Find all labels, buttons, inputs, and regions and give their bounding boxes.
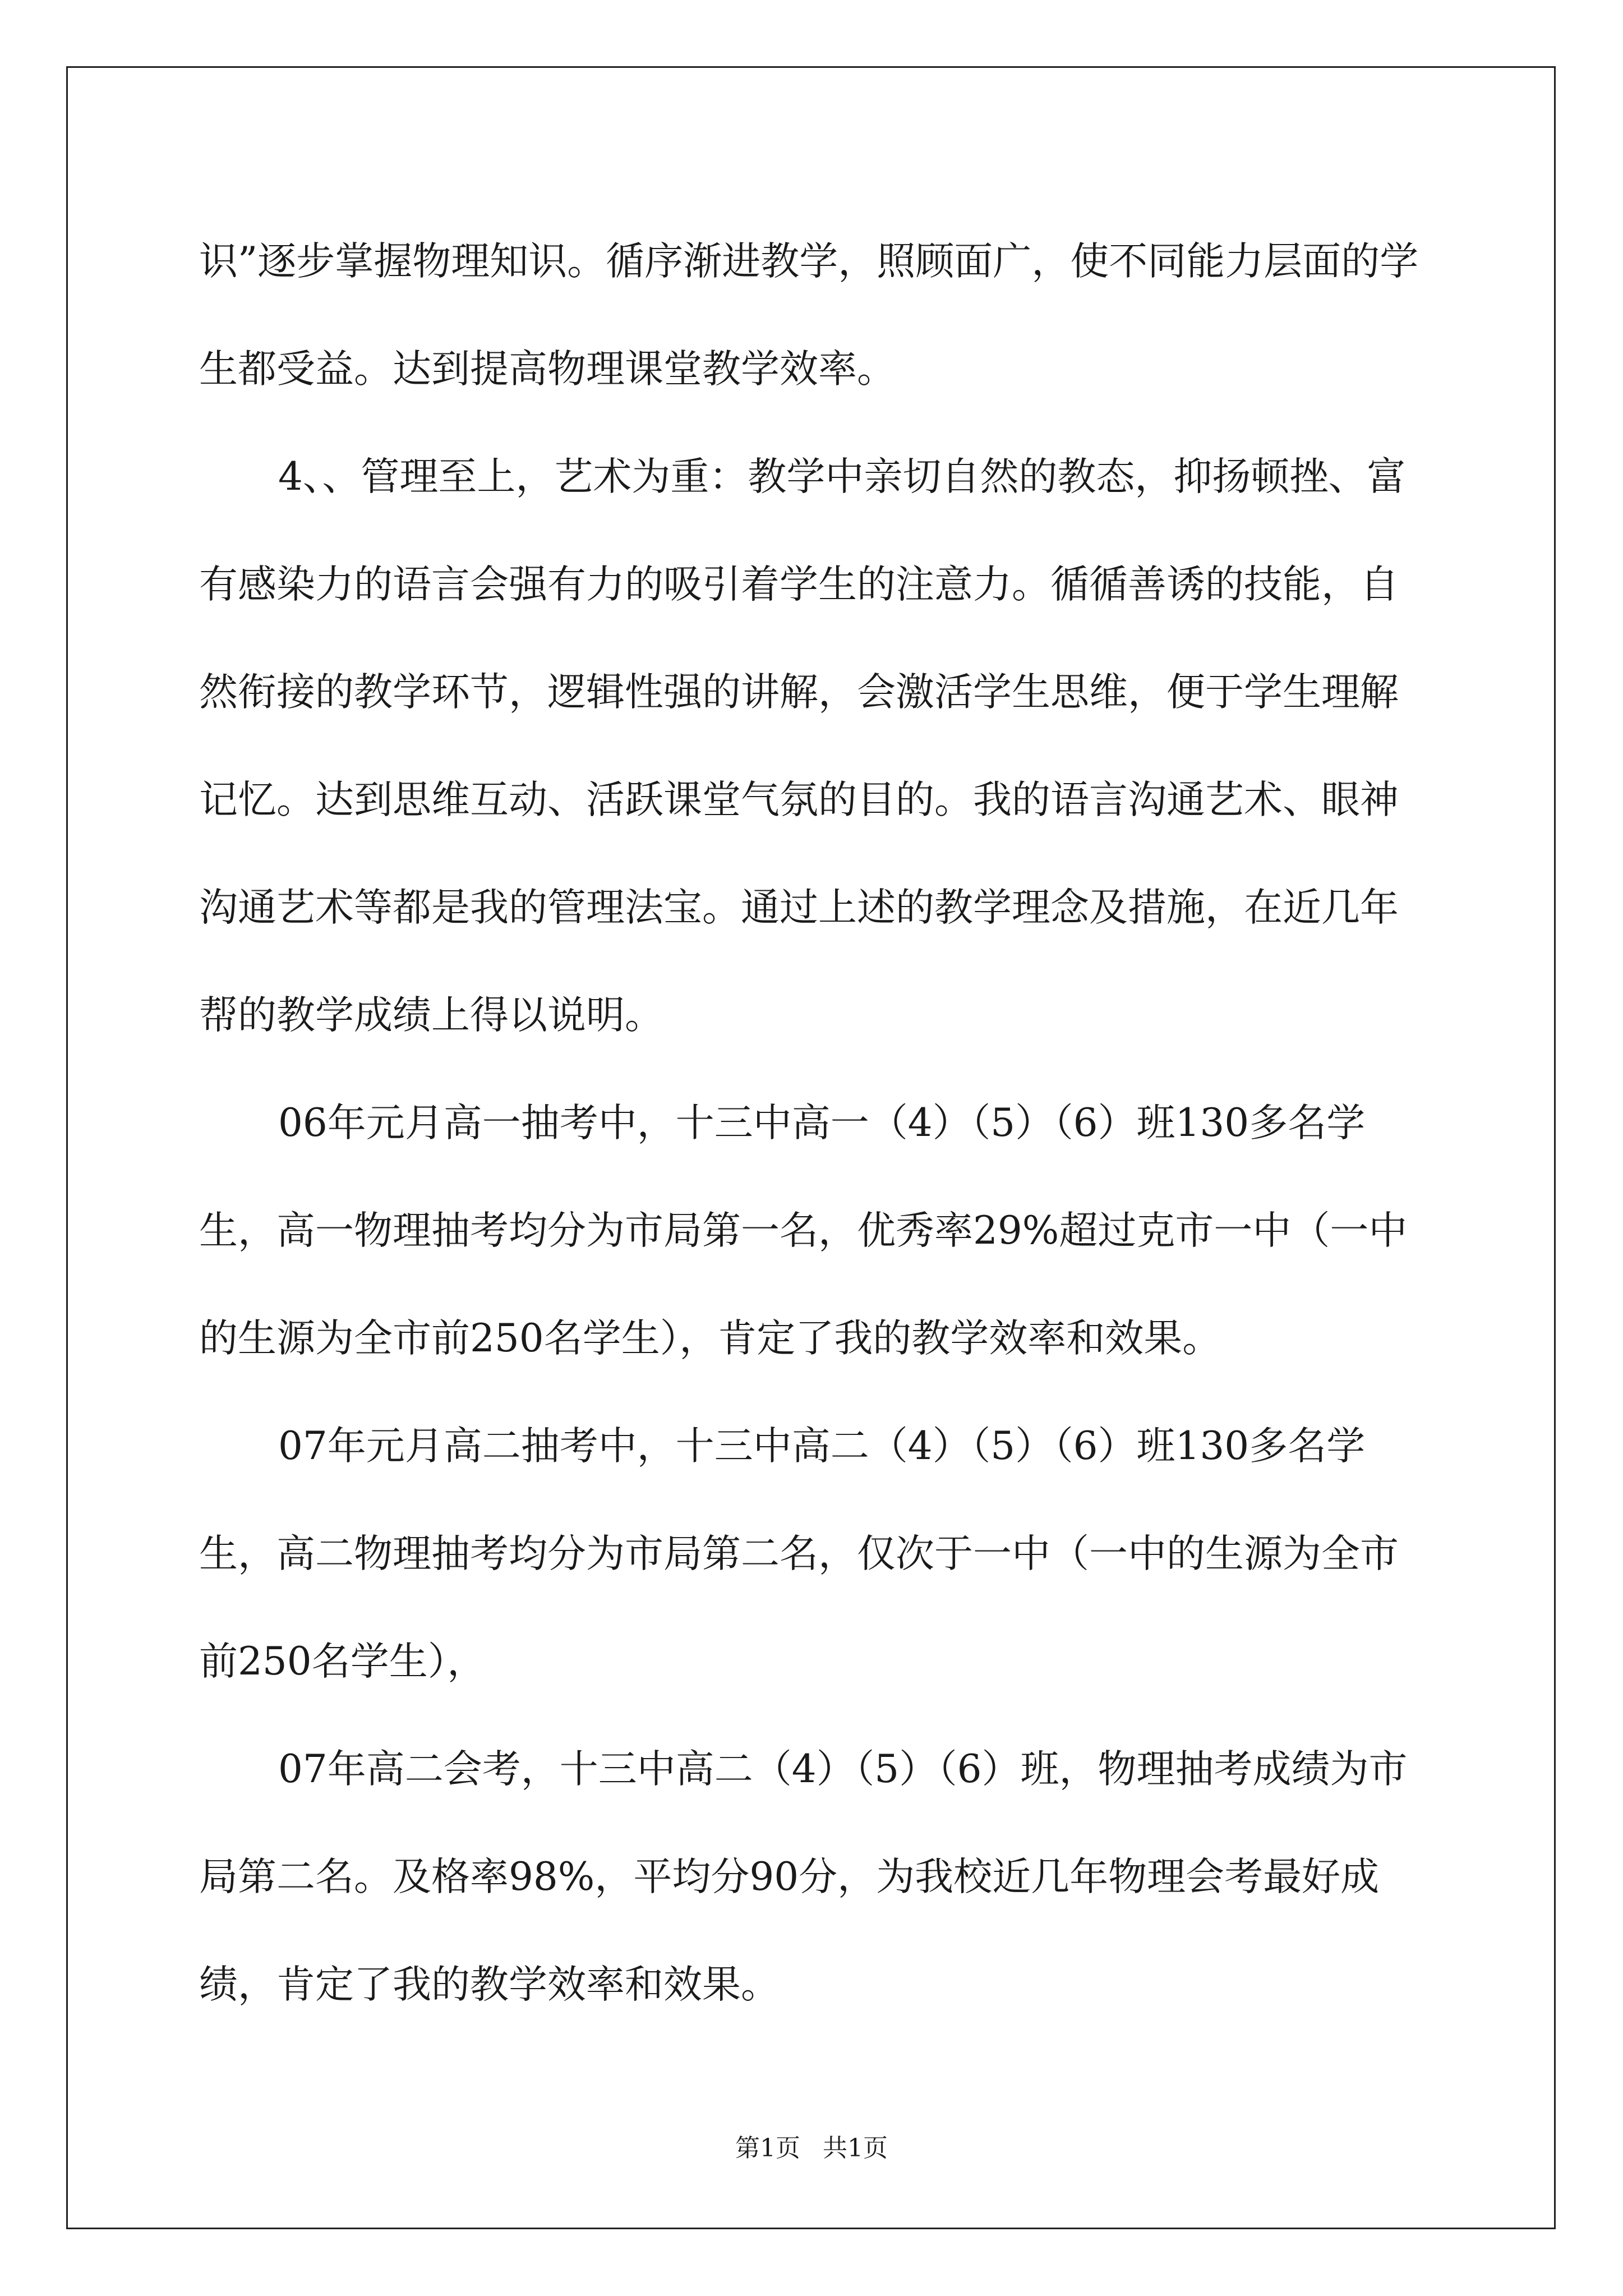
page-total: 共1页 <box>823 2134 888 2162</box>
paragraph-3: 06年元月高一抽考中，十三中高一（4）（5）（6）班130多名学生，高一物理抽考均分为市局第一名，优秀率29%超过克市一中（一中的生源为全市前250名学生），肯定了我的教学效率和效果。 <box>199 1101 1408 1361</box>
page-footer <box>0 2132 1623 2165</box>
page-number: 第1页 <box>735 2134 800 2162</box>
paragraph-1: 识”逐步掌握物理知识。循序渐进教学，照顾面广，使不同能力层面的学生都受益。达到提高物理课堂教学效率。 <box>199 239 1419 392</box>
document-body <box>199 208 1433 2039</box>
paragraph-4: 07年元月高二抽考中，十三中高二（4）（5）（6）班130多名学生，高二物理抽考均分为市局第二名，仅次于一中（一中的生源为全市前250名学生）， <box>199 1424 1399 1684</box>
paragraph-5: 07年高二会考，十三中高二（4）（5）（6）班，物理抽考成绩为市局第二名。及格率98%，平均分90分，为我校近几年物理会考最好成绩，肯定了我的教学效率和效果。 <box>199 1747 1408 2007</box>
paragraph-2: 4、、管理至上，艺术为重：教学中亲切自然的教态，抑扬顿挫、富有感染力的语言会强有力的吸引着学生的注意力。循循善诱的技能，自然衔接的教学环节，逻辑性强的讲解，会激活学生思维，便于学生理解记忆。达到思维互动、活跃课堂气氛的目的。我的语言沟通艺术、眼神沟通艺术等都是我的管理法宝。通过上述的教学理念及措施，在近几年帮的教学成绩上得以说明。 <box>199 454 1406 1038</box>
